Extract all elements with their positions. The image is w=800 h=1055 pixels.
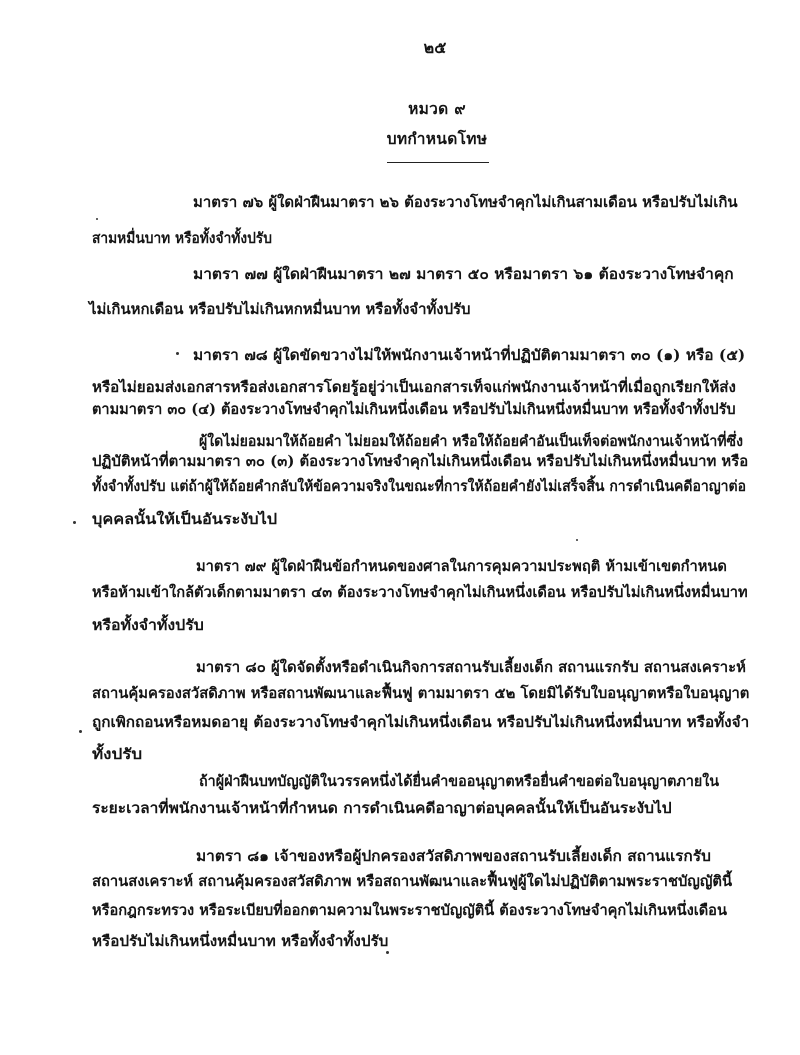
section-79-line-3: หรือทั้งจำทั้งปรับ — [92, 617, 204, 634]
page-number: ๒๕ — [423, 38, 447, 57]
scan-speck — [73, 521, 76, 524]
section-80-line-2: สถานคุ้มครองสวัสดิภาพ หรือสถานพัฒนาและฟื้นฟู ตามมาตรา ๕๒ โดยมิได้รับใบอนุญาตหรือใบอนุญาต — [92, 685, 750, 702]
title-underline — [387, 162, 489, 163]
section-81-line-1: มาตรา ๘๑ เจ้าของหรือผู้ปกครองสวัสดิภาพของสถานรับเลี้ยงเด็ก สถานแรกรับ — [196, 848, 711, 865]
scan-speck — [576, 539, 578, 541]
section-78-line-2: หรือไม่ยอมส่งเอกสารหรือส่งเอกสารโดยรู้อยู่ว่าเป็นเอกสารเท็จแก่พนักงานเจ้าหน้าที่เมื่อถูกเรียกให้ส่ง — [92, 379, 736, 396]
section-79-line-2: หรือห้ามเข้าใกล้ตัวเด็กตามมาตรา ๔๓ ต้องระวางโทษจำคุกไม่เกินหนึ่งเดือน หรือปรับไม่เกินหนึ่งหมื่นบาท — [92, 584, 748, 601]
section-80-line-4: ทั้งปรับ — [92, 746, 143, 763]
section-79-line-1: มาตรา ๗๙ ผู้ใดฝ่าฝืนข้อกำหนดของศาลในการคุมความประพฤติ ห้ามเข้าเขตกำหนด — [196, 558, 727, 575]
section-80-line-5: ถ้าผู้ฝ่าฝืนบทบัญญัติในวรรคหนึ่งได้ยื่นคำขออนุญาตหรือยื่นคำขอต่อใบอนุญาตภายใน — [199, 773, 720, 790]
section-77-line-2: ไม่เกินหกเดือน หรือปรับไม่เกินหกหมื่นบาท หรือทั้งจำทั้งปรับ — [89, 301, 471, 318]
section-77-line-1: มาตรา ๗๗ ผู้ใดฝ่าฝืนมาตรา ๒๗ มาตรา ๕๐ หรือมาตรา ๖๑ ต้องระวางโทษจำคุก — [193, 266, 734, 283]
section-81-line-2: สถานสงเคราะห์ สถานคุ้มครองสวัสดิภาพ หรือสถานพัฒนาและฟื้นฟูผู้ใดไม่ปฏิบัติตามพระราชบัญญัตินี้ — [92, 873, 733, 890]
section-80-line-3: ถูกเพิกถอนหรือหมดอายุ ต้องระวางโทษจำคุกไม่เกินหนึ่งเดือน หรือปรับไม่เกินหนึ่งหมื่นบาท หรือทั้งจำ — [92, 714, 750, 731]
section-78-line-7: บุคคลนั้นให้เป็นอันระงับไป — [92, 511, 278, 528]
scan-speck — [79, 730, 82, 733]
scan-speck — [176, 352, 179, 355]
section-78-line-3: ตามมาตรา ๓๐ (๔) ต้องระวางโทษจำคุกไม่เกินหนึ่งเดือน หรือปรับไม่เกินหนึ่งหมื่นบาท หรือทั้งจำทั้งปรับ — [92, 401, 736, 418]
section-81-line-4: หรือปรับไม่เกินหนึ่งหมื่นบาท หรือทั้งจำทั้งปรับ — [92, 933, 389, 950]
section-78-line-4: ผู้ใดไม่ยอมมาให้ถ้อยคำ ไม่ยอมให้ถ้อยคำ หรือให้ถ้อยคำอันเป็นเท็จต่อพนักงานเจ้าหน้าที่ซึ่ง — [199, 433, 743, 450]
section-80-line-1: มาตรา ๘๐ ผู้ใดจัดตั้งหรือดำเนินกิจการสถานรับเลี้ยงเด็ก สถานแรกรับ สถานสงเคราะห์ — [196, 659, 746, 676]
section-78-line-6: ทั้งจำทั้งปรับ แต่ถ้าผู้ให้ถ้อยคำกลับให้ข้อความจริงในขณะที่การให้ถ้อยคำยังไม่เสร็จสิ้น การดำเนินคดีอาญาต่อ — [92, 478, 747, 495]
section-76-line-2: สามหมื่นบาท หรือทั้งจำทั้งปรับ — [92, 230, 272, 247]
scan-speck — [96, 218, 98, 220]
section-78-line-5: ปฏิบัติหน้าที่ตามมาตรา ๓๐ (๓) ต้องระวางโทษจำคุกไม่เกินหนึ่งเดือน หรือปรับไม่เกินหนึ่งหมื่นบาท หรือ — [92, 453, 749, 470]
scan-speck — [386, 951, 389, 954]
chapter-title: บทกำหนดโทษ — [386, 129, 488, 148]
section-81-line-3: หรือกฎกระทรวง หรือระเบียบที่ออกตามความในพระราชบัญญัตินี้ ต้องระวางโทษจำคุกไม่เกินหนึ่งเดือน — [92, 902, 727, 919]
section-80-line-6: ระยะเวลาที่พนักงานเจ้าหน้าที่กำหนด การดำเนินคดีอาญาต่อบุคคลนั้นให้เป็นอันระงับไป — [92, 800, 672, 817]
section-76-line-1: มาตรา ๗๖ ผู้ใดฝ่าฝืนมาตรา ๒๖ ต้องระวางโทษจำคุกไม่เกินสามเดือน หรือปรับไม่เกิน — [193, 194, 738, 211]
chapter-number: หมวด ๙ — [408, 99, 466, 118]
section-78-line-1: มาตรา ๗๘ ผู้ใดขัดขวางไม่ให้พนักงานเจ้าหน้าที่ปฏิบัติตามมาตรา ๓๐ (๑) หรือ (๕) — [193, 347, 746, 364]
